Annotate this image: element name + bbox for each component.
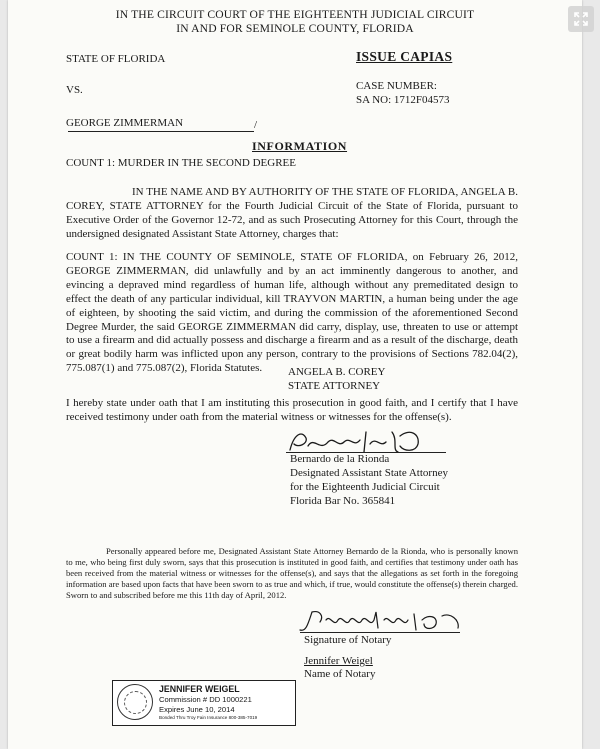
intro-paragraph: IN THE NAME AND BY AUTHORITY OF THE STATE OF FLORIDA, ANGELA B. COREY, STATE ATTORNEY for the Fourth Judicial Circuit of the State of Florida, pursuant to Executive Order of the Governor 12-72, and as such Prosecuting Attorney for this Court, through the undersigned designated Assistant State Attorney, charges that: (66, 186, 518, 240)
court-line-1: IN THE CIRCUIT COURT OF THE EIGHTEENTH JUDICIAL CIRCUIT (115, 8, 475, 21)
sa-number: SA NO: 1712F04573 (356, 94, 450, 106)
document-title: INFORMATION (252, 139, 348, 153)
plaintiff: STATE OF FLORIDA (66, 53, 166, 65)
stamp-bonded: Bonded Thru Troy Fain Insurance 800-385-7019 (159, 715, 258, 720)
notary-seal-icon (117, 684, 153, 720)
defendant: GEORGE ZIMMERMAN (66, 117, 184, 129)
versus: VS. (66, 84, 83, 96)
case-number-label: CASE NUMBER: (356, 80, 437, 92)
issue-capias: ISSUE CAPIAS (356, 49, 453, 64)
notary-signature-label: Signature of Notary (304, 634, 392, 646)
stamp-name: JENNIFER WEIGEL (159, 684, 240, 694)
asa-name: Bernardo de la Rionda (290, 453, 390, 465)
state-attorney-name: ANGELA B. COREY (288, 366, 386, 378)
oath-paragraph: I hereby state under oath that I am instituting this prosecution in good faith, and I certify that I have received testimony under oath from the material witness or witnesses for the offense(s). (66, 397, 518, 423)
notary-name-label: Name of Notary (304, 668, 376, 680)
asa-title: Designated Assistant State Attorney (290, 467, 448, 479)
count-heading: COUNT 1: MURDER IN THE SECOND DEGREE (66, 157, 296, 169)
caption-line (68, 131, 254, 132)
asa-circuit: for the Eighteenth Judicial Circuit (290, 481, 440, 493)
court-line-2: IN AND FOR SEMINOLE COUNTY, FLORIDA (176, 22, 414, 35)
jurat-paragraph: Personally appeared before me, Designated Assistant State Attorney Bernardo de la Rionda, who is personally known to me, who being first duly sworn, says that this prosecution is instituted in good faith, and certifies that testimony under oath has been received from the material witness or witnesses for the offense(s), and says that the allegations as set forth in the foregoing information are based upon facts that have been sworn to as true and which, if true, would constitute the offense(s) therein charged. Sworn to and subscribed before me this 11th day of April, 2012. (66, 546, 518, 601)
notary-name: Jennifer Weigel (304, 655, 373, 667)
notary-signature-line (300, 632, 460, 633)
stamp-expires: Expires June 10, 2014 (159, 705, 235, 714)
caption-slash: / (254, 119, 258, 131)
notary-stamp (112, 680, 296, 726)
stamp-commission: Commission # DD 1000221 (159, 695, 252, 704)
asa-bar-number: Florida Bar No. 365841 (290, 495, 396, 507)
expand-button[interactable] (568, 6, 594, 32)
court-header (8, 8, 582, 36)
count-paragraph: COUNT 1: IN THE COUNTY OF SEMINOLE, STATE OF FLORIDA, on February 26, 2012, GEORGE ZIMMERMAN, did unlawfully and by an act imminently dangerous to another, and evincing a depraved mind regardless of human life, although without any premeditated design to effect the death of any particular individual, kill TRAYVON MARTIN, a human being under the age of eighteen, by shooting the said victim, and during the commission of the aforementioned Second Degree Murder, the said GEORGE ZIMMERMAN did carry, display, use, threaten to use or attempt to use a firearm and did actually possess and discharge a firearm and as a result of the discharge, death or great bodily harm was inflicted upon any person, contrary to the provisions of Sections 782.04(2), 775.087(1) and 775.087(2), Florida Statutes. (66, 251, 518, 375)
expand-icon (573, 11, 589, 27)
state-attorney-title: STATE ATTORNEY (288, 380, 381, 392)
document-page (8, 0, 582, 749)
